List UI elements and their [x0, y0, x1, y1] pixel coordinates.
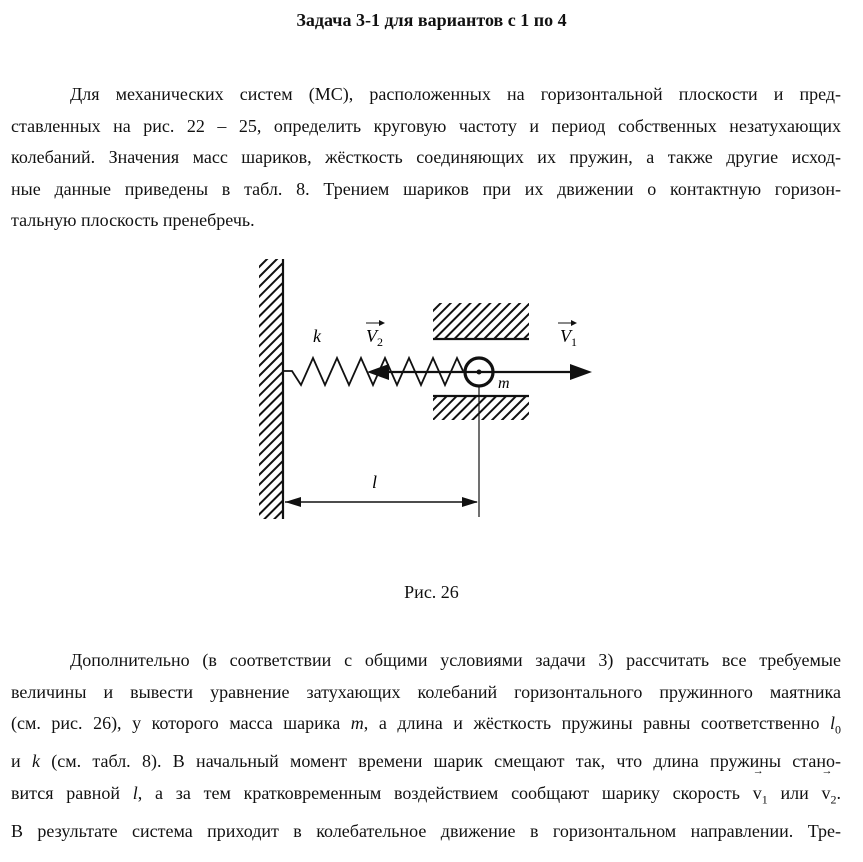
text-run: , а длина и жёсткость пружины равны соответственно	[363, 713, 830, 733]
text-run: или	[767, 782, 822, 803]
v1-label-arrowhead	[571, 320, 577, 326]
symbol-k: k	[31, 751, 40, 772]
figure-caption: Рис. 26	[404, 582, 459, 602]
upper-guide-hatch	[433, 303, 529, 339]
velocity-v1: → $v_1$	[753, 778, 768, 816]
label-l: l	[372, 472, 378, 492]
label-m: m	[498, 375, 510, 392]
text-line: Дополнительно (в соответствии с общими условиями задачи 3) рассчитать все требуемые	[70, 650, 841, 670]
ball-center	[477, 370, 482, 375]
task-title: Задача 3-1 для вариантов с 1 по 4	[296, 10, 567, 30]
text-run: (см. рис. 26), у которого масса шарика	[11, 713, 351, 733]
text-run: , а за тем кратковременным воздействием сообщают шарику скорость	[137, 782, 753, 803]
text-line: ные данные приведены в табл. 8. Трением шариков при их движении о контактную горизон-	[11, 178, 841, 199]
dimension-arrow-right	[462, 497, 478, 507]
text-run: вится равной	[11, 782, 133, 803]
text-run: .	[836, 782, 842, 803]
lower-guide-hatch	[433, 396, 529, 420]
v2-label-arrowhead	[379, 320, 385, 326]
text-line	[11, 778, 841, 816]
velocity-v2: → $v_2$	[822, 778, 837, 816]
text-run: (см. табл. 8). В начальный момент времени шарик смещают так, что длина пружины стано-	[39, 751, 841, 772]
text-line: величины и вывести уравнение затухающих колебаний горизонтального пружинного маятника	[11, 681, 841, 702]
label-v2: $V_2$	[366, 326, 383, 349]
text-line: Для механических систем (МС), расположенных на горизонтальной плоскости и пред-	[70, 84, 841, 104]
text-line: тальную плоскость пренебречь.	[11, 210, 255, 230]
additional-task	[11, 645, 841, 847]
text-line	[11, 708, 841, 746]
text-run: и	[11, 751, 32, 772]
label-k: k	[313, 326, 321, 346]
symbol-l: l	[829, 713, 835, 733]
wall-hatch	[259, 259, 283, 519]
text-line: ставленных на рис. 22 – 25, определить круговую частоту и период собственных незатухающих	[11, 115, 841, 136]
dimension-arrow-left	[285, 497, 301, 507]
symbol-m: m	[350, 713, 364, 733]
subscript-0: 0	[835, 722, 841, 737]
v1-arrowhead	[570, 364, 592, 380]
text-line	[11, 746, 841, 778]
text-line: колебаний. Значения масс шариков, жёсткость соединяющих их пружин, а также другие исход-	[11, 147, 841, 167]
symbol-l: l	[132, 782, 138, 803]
label-v1: $V_1$	[560, 326, 577, 349]
text-line: В результате система приходит в колебательное движение в горизонтальном направлении. Тре-	[11, 820, 841, 841]
